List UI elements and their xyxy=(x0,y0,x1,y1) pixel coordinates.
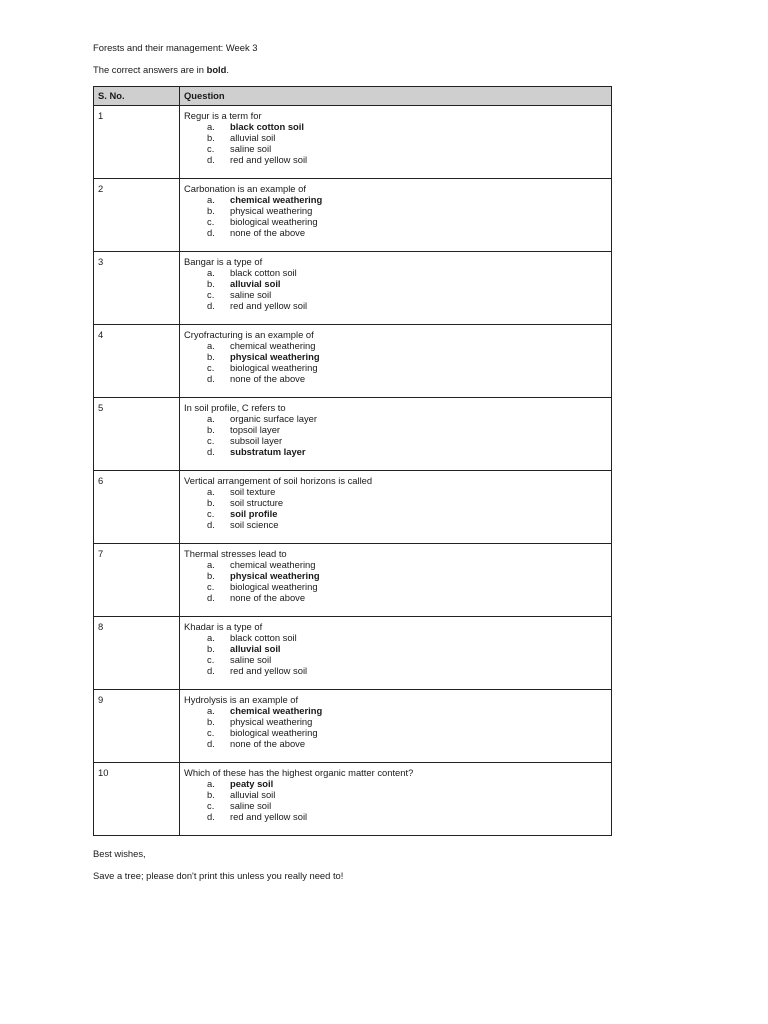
answer-option xyxy=(184,121,611,132)
page-title: Forests and their management: Week 3 xyxy=(93,42,258,53)
option-text: soil structure xyxy=(230,497,284,508)
option-text: none of the above xyxy=(230,227,306,238)
answer-option xyxy=(184,632,611,643)
question-text: Vertical arrangement of soil horizons is called xyxy=(184,475,373,486)
intro-suffix: . xyxy=(226,64,229,75)
answer-option xyxy=(184,194,611,205)
answer-option xyxy=(184,486,611,497)
option-text: biological weathering xyxy=(230,362,318,373)
correct-option-text: chemical weathering xyxy=(230,705,323,716)
question-cell xyxy=(180,763,612,836)
answer-option xyxy=(184,227,611,238)
option-letter: d. xyxy=(207,592,215,603)
option-letter: a. xyxy=(207,121,215,132)
option-text: soil texture xyxy=(230,486,276,497)
option-letter: d. xyxy=(207,738,215,749)
answer-option xyxy=(184,446,611,457)
option-text: biological weathering xyxy=(230,727,318,738)
answer-option xyxy=(184,205,611,216)
correct-option-text: soil profile xyxy=(230,508,278,519)
option-letter: d. xyxy=(207,373,215,384)
question-cell xyxy=(180,325,612,398)
answer-option xyxy=(184,789,611,800)
option-text: red and yellow soil xyxy=(230,154,308,165)
table-row xyxy=(94,544,612,617)
option-text: subsoil layer xyxy=(230,435,283,446)
answer-option xyxy=(184,373,611,384)
option-letter: c. xyxy=(207,289,215,300)
answer-option xyxy=(184,570,611,581)
closing-text: Best wishes, xyxy=(93,848,146,859)
option-text: none of the above xyxy=(230,373,306,384)
answer-option xyxy=(184,216,611,227)
option-text: saline soil xyxy=(230,800,272,811)
option-text: red and yellow soil xyxy=(230,665,308,676)
answer-option xyxy=(184,300,611,311)
serial-number-cell xyxy=(94,252,180,325)
table-row xyxy=(94,398,612,471)
answer-option xyxy=(184,800,611,811)
answer-option xyxy=(184,267,611,278)
answer-option xyxy=(184,778,611,789)
answer-option xyxy=(184,132,611,143)
option-text: saline soil xyxy=(230,654,272,665)
answer-option xyxy=(184,811,611,822)
table-row xyxy=(94,617,612,690)
serial-number: 10 xyxy=(98,767,109,778)
question-text: Which of these has the highest organic matter content? xyxy=(184,767,414,778)
option-text: physical weathering xyxy=(230,716,313,727)
question-cell xyxy=(180,617,612,690)
answer-option xyxy=(184,716,611,727)
serial-number: 3 xyxy=(98,256,104,267)
option-letter: a. xyxy=(207,340,215,351)
table-row xyxy=(94,179,612,252)
option-letter: d. xyxy=(207,446,215,457)
option-text: none of the above xyxy=(230,738,306,749)
table-row xyxy=(94,690,612,763)
option-letter: d. xyxy=(207,300,215,311)
serial-number-cell xyxy=(94,544,180,617)
option-text: red and yellow soil xyxy=(230,300,308,311)
option-letter: b. xyxy=(207,278,215,289)
answer-option xyxy=(184,340,611,351)
question-text: Regur is a term for xyxy=(184,110,262,121)
table-header-row xyxy=(94,87,612,106)
option-letter: b. xyxy=(207,789,215,800)
answer-option xyxy=(184,738,611,749)
correct-option-text: physical weathering xyxy=(230,351,320,362)
serial-number-cell xyxy=(94,763,180,836)
option-letter: c. xyxy=(207,581,215,592)
question-text: Thermal stresses lead to xyxy=(184,548,287,559)
answer-option xyxy=(184,665,611,676)
answer-option xyxy=(184,643,611,654)
answer-option xyxy=(184,413,611,424)
question-cell xyxy=(180,544,612,617)
option-text: alluvial soil xyxy=(230,132,276,143)
option-letter: a. xyxy=(207,632,215,643)
option-text: black cotton soil xyxy=(230,632,297,643)
question-cell xyxy=(180,106,612,179)
option-letter: d. xyxy=(207,154,215,165)
option-letter: b. xyxy=(207,716,215,727)
quiz-table-body xyxy=(94,106,612,836)
answer-option xyxy=(184,727,611,738)
option-letter: a. xyxy=(207,778,215,789)
option-letter: c. xyxy=(207,508,215,519)
option-text: biological weathering xyxy=(230,216,318,227)
option-text: saline soil xyxy=(230,143,272,154)
serial-number-cell xyxy=(94,471,180,544)
option-letter: a. xyxy=(207,559,215,570)
serial-number-cell xyxy=(94,690,180,763)
question-text: Hydrolysis is an example of xyxy=(184,694,299,705)
option-letter: b. xyxy=(207,424,215,435)
correct-option-text: peaty soil xyxy=(230,778,274,789)
question-text: Khadar is a type of xyxy=(184,621,263,632)
question-text: Bangar is a type of xyxy=(184,256,263,267)
table-row xyxy=(94,106,612,179)
answer-option xyxy=(184,289,611,300)
intro-line xyxy=(93,64,229,75)
option-letter: c. xyxy=(207,654,215,665)
answer-option xyxy=(184,592,611,603)
question-cell xyxy=(180,179,612,252)
question-cell xyxy=(180,398,612,471)
option-letter: d. xyxy=(207,665,215,676)
option-text: chemical weathering xyxy=(230,559,316,570)
column-header-question: Question xyxy=(180,87,612,106)
option-text: black cotton soil xyxy=(230,267,297,278)
question-cell xyxy=(180,471,612,544)
option-text: chemical weathering xyxy=(230,340,316,351)
intro-prefix: The correct answers are in xyxy=(93,64,207,75)
correct-option-text: physical weathering xyxy=(230,570,320,581)
table-row xyxy=(94,471,612,544)
correct-option-text: substratum layer xyxy=(230,446,306,457)
option-letter: c. xyxy=(207,143,215,154)
option-letter: b. xyxy=(207,351,215,362)
option-letter: c. xyxy=(207,727,215,738)
answer-option xyxy=(184,362,611,373)
option-letter: d. xyxy=(207,227,215,238)
serial-number: 4 xyxy=(98,329,104,340)
answer-option xyxy=(184,424,611,435)
option-letter: b. xyxy=(207,132,215,143)
option-text: biological weathering xyxy=(230,581,318,592)
serial-number-cell xyxy=(94,179,180,252)
serial-number-cell xyxy=(94,398,180,471)
serial-number: 6 xyxy=(98,475,104,486)
serial-number-cell xyxy=(94,617,180,690)
serial-number: 1 xyxy=(98,110,104,121)
question-text: In soil profile, C refers to xyxy=(184,402,286,413)
serial-number-cell xyxy=(94,325,180,398)
question-cell xyxy=(180,690,612,763)
option-text: none of the above xyxy=(230,592,306,603)
option-text: red and yellow soil xyxy=(230,811,308,822)
option-letter: d. xyxy=(207,811,215,822)
option-letter: b. xyxy=(207,643,215,654)
correct-option-text: alluvial soil xyxy=(230,643,281,654)
option-letter: b. xyxy=(207,205,215,216)
option-text: topsoil layer xyxy=(230,424,281,435)
answer-option xyxy=(184,508,611,519)
option-letter: c. xyxy=(207,435,215,446)
answer-option xyxy=(184,705,611,716)
option-text: saline soil xyxy=(230,289,272,300)
answer-option xyxy=(184,581,611,592)
serial-number: 2 xyxy=(98,183,104,194)
answer-option xyxy=(184,143,611,154)
answer-option xyxy=(184,519,611,530)
footer-note: Save a tree; please don't print this unless you really need to! xyxy=(93,870,344,881)
correct-option-text: chemical weathering xyxy=(230,194,323,205)
answer-option xyxy=(184,435,611,446)
table-row xyxy=(94,252,612,325)
correct-option-text: black cotton soil xyxy=(230,121,304,132)
serial-number-cell xyxy=(94,106,180,179)
question-text: Cryofracturing is an example of xyxy=(184,329,314,340)
option-letter: a. xyxy=(207,194,215,205)
serial-number: 8 xyxy=(98,621,104,632)
answer-option xyxy=(184,351,611,362)
option-letter: c. xyxy=(207,216,215,227)
option-letter: b. xyxy=(207,497,215,508)
serial-number: 9 xyxy=(98,694,104,705)
option-letter: c. xyxy=(207,362,215,373)
serial-number: 5 xyxy=(98,402,104,413)
option-letter: a. xyxy=(207,705,215,716)
table-row xyxy=(94,325,612,398)
option-text: organic surface layer xyxy=(230,413,318,424)
answer-option xyxy=(184,559,611,570)
answer-option xyxy=(184,278,611,289)
question-cell xyxy=(180,252,612,325)
option-letter: a. xyxy=(207,486,215,497)
serial-number: 7 xyxy=(98,548,104,559)
option-text: physical weathering xyxy=(230,205,313,216)
option-letter: a. xyxy=(207,267,215,278)
table-row xyxy=(94,763,612,836)
option-letter: c. xyxy=(207,800,215,811)
option-letter: a. xyxy=(207,413,215,424)
answer-option xyxy=(184,154,611,165)
intro-bold-word: bold xyxy=(206,64,227,75)
column-header-serial: S. No. xyxy=(94,87,180,106)
answer-option xyxy=(184,497,611,508)
option-letter: d. xyxy=(207,519,215,530)
answer-option xyxy=(184,654,611,665)
option-letter: b. xyxy=(207,570,215,581)
correct-option-text: alluvial soil xyxy=(230,278,281,289)
quiz-table xyxy=(93,86,612,836)
question-text: Carbonation is an example of xyxy=(184,183,306,194)
option-text: soil science xyxy=(230,519,279,530)
option-text: alluvial soil xyxy=(230,789,276,800)
